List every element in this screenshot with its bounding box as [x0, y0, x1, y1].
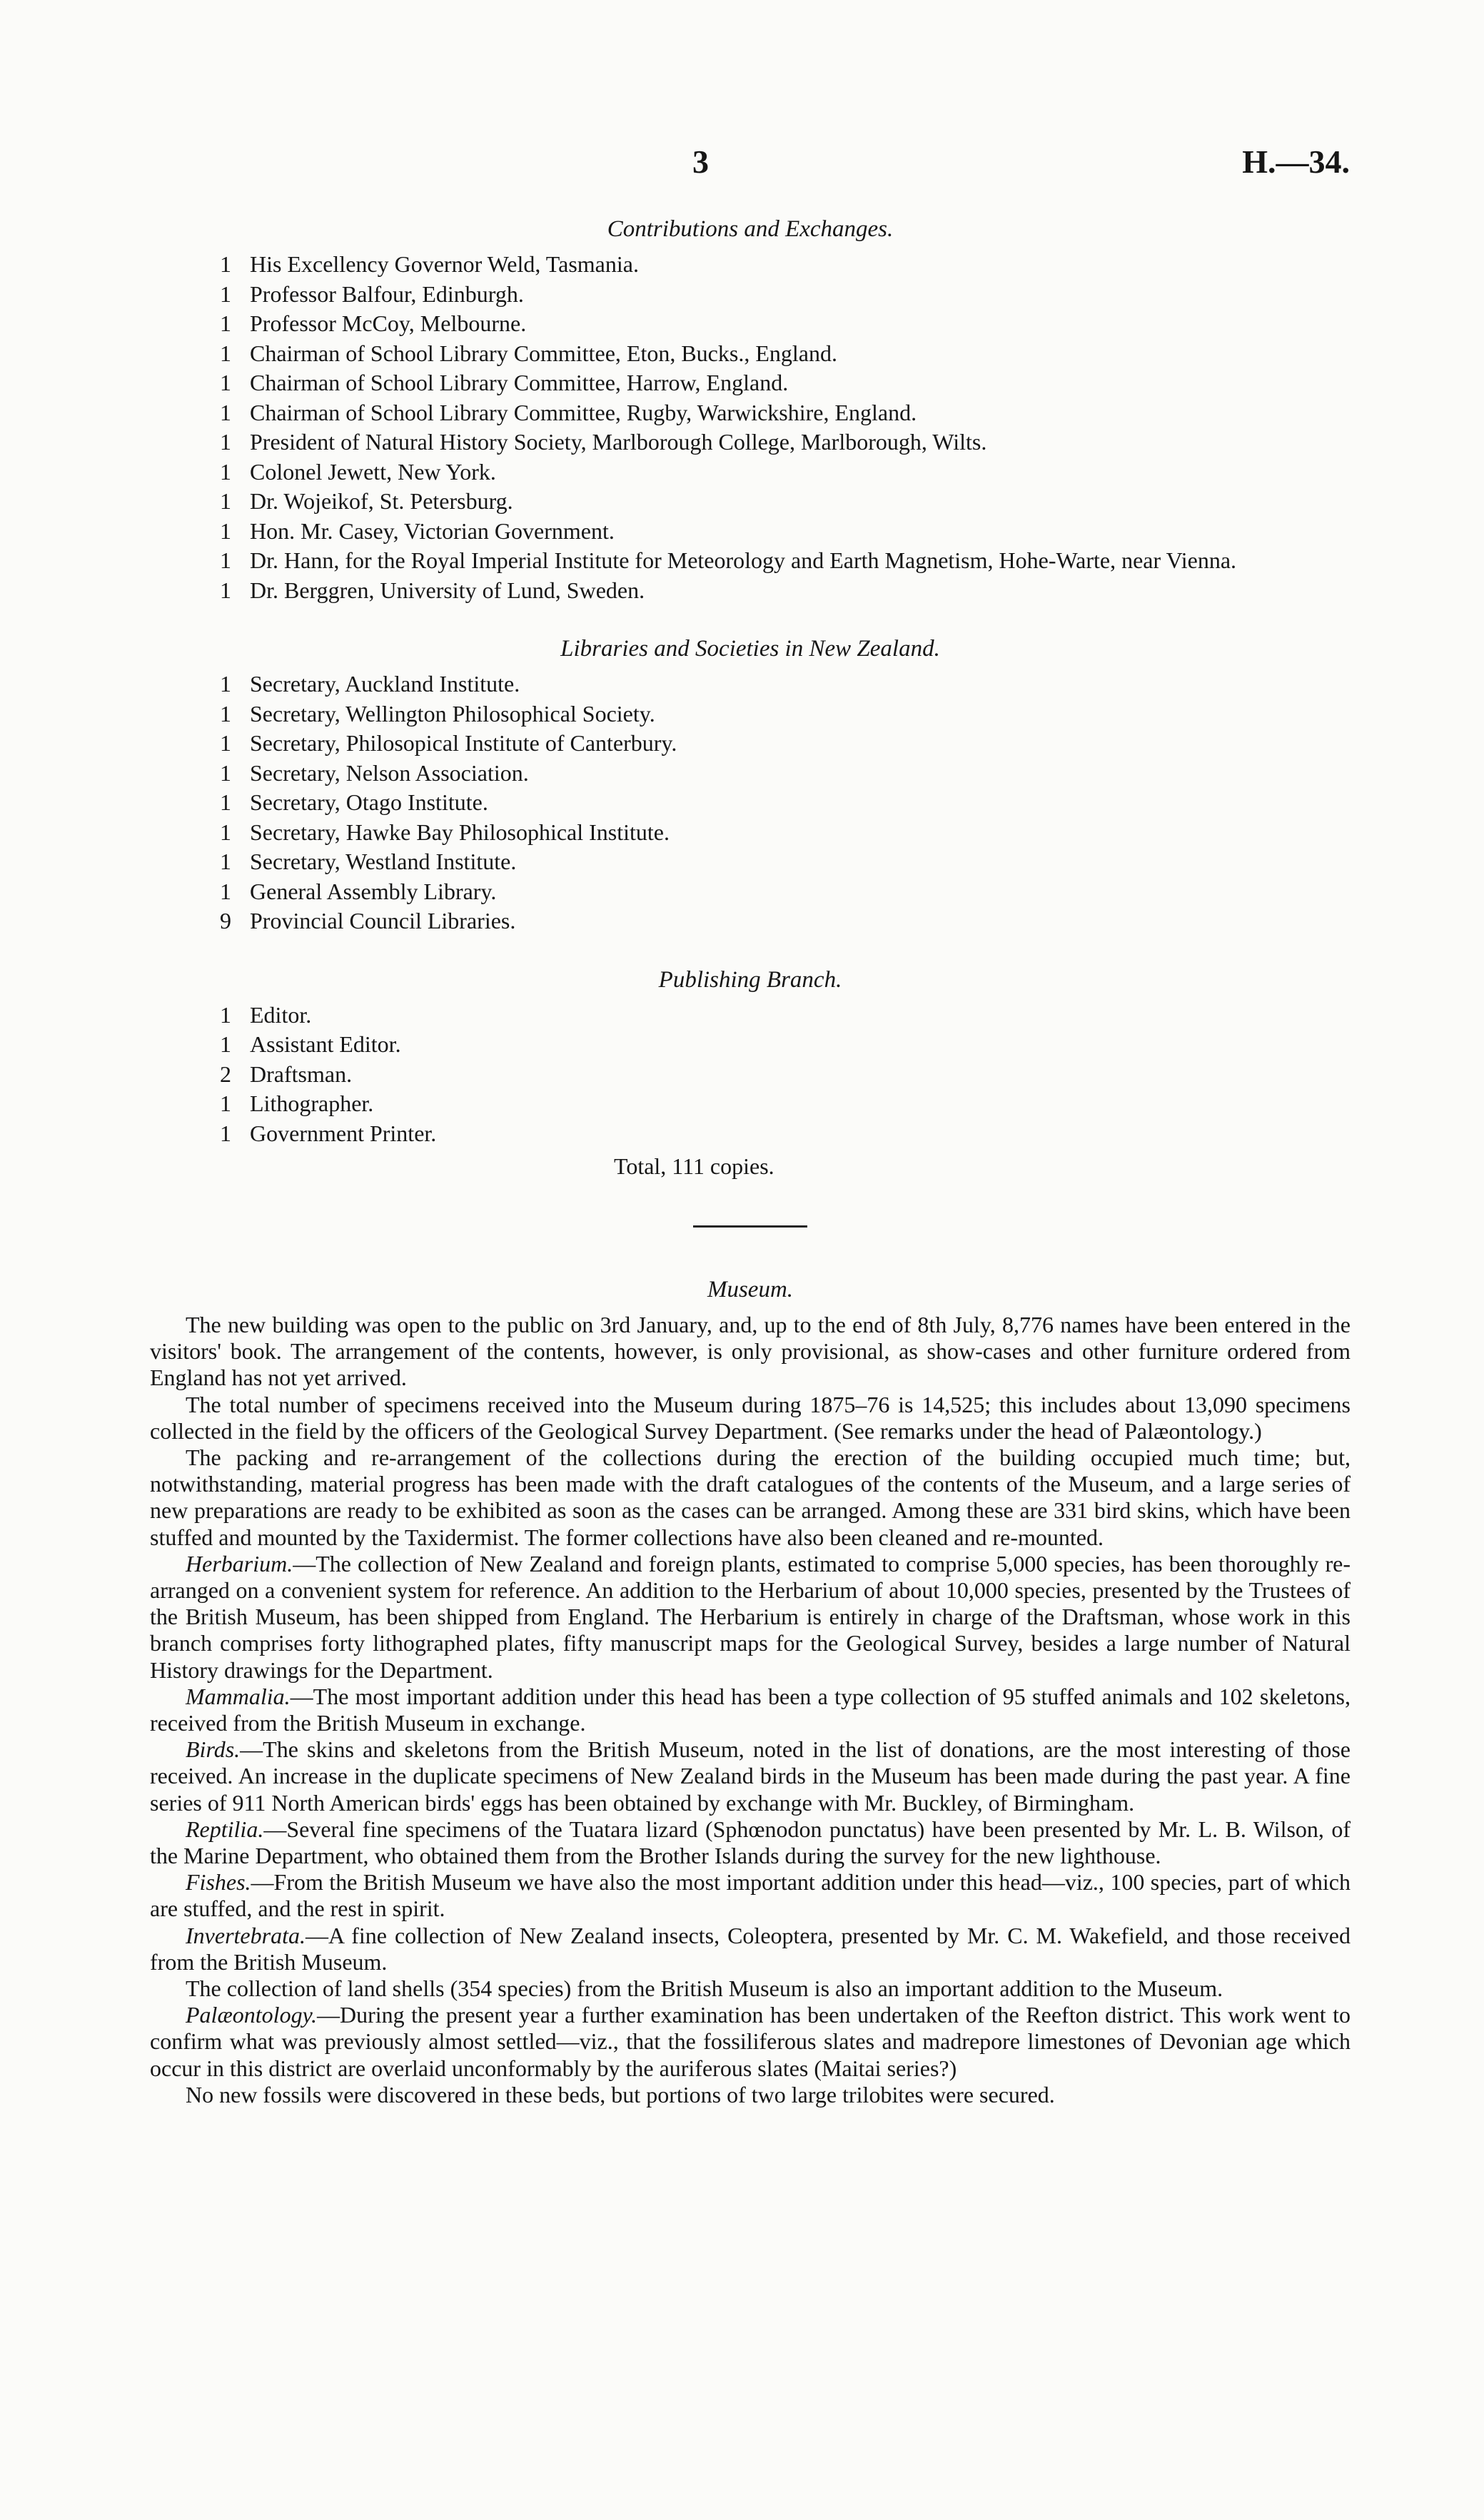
list-item	[220, 398, 1351, 428]
item-text: Secretary, Westland Institute.	[250, 849, 517, 874]
list-item	[220, 1001, 1351, 1031]
list-item	[220, 699, 1351, 729]
museum-body	[150, 1312, 1351, 2108]
paragraph-lead: Herbarium.	[186, 1550, 293, 1577]
total-copies: Total, 111 copies.	[614, 1153, 774, 1179]
paragraph-lead: Birds.	[186, 1736, 241, 1763]
item-count: 1	[220, 547, 231, 573]
item-text: Professor McCoy, Melbourne.	[250, 310, 527, 336]
list-item	[220, 368, 1351, 398]
item-count: 1	[220, 878, 231, 904]
item-text: Provincial Council Libraries.	[250, 908, 516, 933]
paragraph-text: —The collection of New Zealand and foreign plants, estimated to comprise 5,000 species, has been thoroughly re-arranged on a convenient system for reference. An addition to the Herbarium of about 10,000 species, presented by the Trustees of the British Museum, has been shipped from England. The Herbarium is entirely in charge of the Draftsman, whose work in this branch comprises forty lithographed plates, fifty manuscript maps for the Geological Survey, besides a large number of Natural History drawings for the Department.	[150, 1550, 1351, 1683]
paragraph-text: —The skins and skeletons from the British Museum, noted in the list of donations, are the most interesting of those received. An increase in the duplicate specimens of New Zealand birds in the Museum has been made during the past year. A fine series of 911 North American birds' eggs has been obtained by exchange with Mr. Buckley, of Birmingham.	[150, 1736, 1351, 1816]
list-item	[220, 759, 1351, 789]
item-count: 9	[220, 908, 231, 933]
list-item	[220, 1030, 1351, 1060]
list-item	[220, 339, 1351, 369]
item-text: Chairman of School Library Committee, Rugby, Warwickshire, England.	[250, 399, 917, 425]
list-item	[220, 457, 1351, 487]
item-text: Assistant Editor.	[250, 1031, 401, 1057]
item-count: 1	[220, 1091, 231, 1116]
list-item	[220, 1060, 1351, 1090]
item-text: Editor.	[250, 1001, 312, 1028]
item-count: 1	[220, 819, 231, 845]
item-text: Secretary, Auckland Institute.	[250, 671, 520, 697]
list-item	[220, 669, 1351, 699]
museum-paragraph	[150, 1975, 1351, 2002]
list-item	[220, 1119, 1351, 1149]
paragraph-lead: Palæontology.	[186, 2002, 317, 2028]
museum-paragraph	[150, 1923, 1351, 1975]
museum-paragraph	[150, 1736, 1351, 1816]
item-text: Dr. Hann, for the Royal Imperial Institute for Meteorology and Earth Magnetism, Hohe-Warte, near Vienna.	[250, 547, 1237, 573]
paragraph-lead: Mammalia.	[186, 1683, 291, 1709]
item-text: His Excellency Governor Weld, Tasmania.	[250, 251, 639, 277]
paragraph-text: —The most important addition under this head has been a type collection of 95 stuffed animals and 102 skeletons, received from the British Museum in exchange.	[150, 1683, 1351, 1736]
item-text: Secretary, Otago Institute.	[250, 789, 488, 815]
list-item	[220, 250, 1351, 280]
list-item	[220, 517, 1351, 547]
list-item	[220, 546, 1351, 576]
item-text: Secretary, Philosopical Institute of Canterbury.	[250, 730, 677, 756]
publishing-title: Publishing Branch.	[658, 966, 842, 993]
item-text: Dr. Wojeikof, St. Petersburg.	[250, 488, 513, 514]
item-count: 2	[220, 1061, 231, 1087]
libraries-title: Libraries and Societies in New Zealand.	[560, 636, 940, 662]
item-text: Dr. Berggren, University of Lund, Sweden.	[250, 577, 645, 603]
paragraph-text: —Several fine specimens of the Tuatara lizard (Sphœnodon punctatus) have been presented by Mr. L. B. Wilson, of the Marine Department, who obtained them from the Brother Islands during the survey for the new lighthouse.	[150, 1816, 1351, 1869]
item-text: Chairman of School Library Committee, Harrow, England.	[250, 370, 789, 395]
item-text: Hon. Mr. Casey, Victorian Government.	[250, 517, 615, 544]
page-content	[150, 214, 1351, 2108]
item-count: 1	[220, 1001, 231, 1028]
museum-paragraph	[150, 1392, 1351, 1444]
paragraph-text: —During the present year a further examination has been undertaken of the Reefton district. This work went to confirm what was previously almost settled—viz., that the fossiliferous slates and madrepore limestones of Devonian age which occur in this district are overlaid unconformably by the auriferous slates (Maitai series?)	[150, 2002, 1351, 2081]
list-item	[220, 729, 1351, 759]
list-item	[220, 818, 1351, 848]
item-count: 1	[220, 1120, 231, 1146]
paragraph-text: No new fossils were discovered in these beds, but portions of two large trilobites were secured.	[186, 2081, 1055, 2107]
paragraph-text: —From the British Museum we have also the most important addition under this head—viz., 100 species, part of which are stuffed, and the rest in spirit.	[150, 1869, 1351, 1922]
list-item	[220, 877, 1351, 907]
item-text: Chairman of School Library Committee, Eton, Bucks., England.	[250, 340, 837, 366]
paragraph-text: The collection of land shells (354 species) from the British Museum is also an important addition to the Museum.	[186, 1975, 1223, 2002]
list-item	[220, 788, 1351, 818]
item-text: Colonel Jewett, New York.	[250, 458, 496, 485]
item-text: Draftsman.	[250, 1061, 353, 1087]
item-text: Lithographer.	[250, 1091, 374, 1116]
paragraph-text: The new building was open to the public on 3rd January, and, up to the end of 8th July, 8,776 names have been entered in the visitors' book. The arrangement of the contents, however, is only provisional, as show-cases and other furniture ordered from England has not yet arrived.	[150, 1312, 1351, 1391]
item-count: 1	[220, 458, 231, 485]
museum-paragraph	[150, 1444, 1351, 1551]
item-text: Secretary, Wellington Philosophical Society.	[250, 700, 655, 727]
museum-paragraph	[150, 2002, 1351, 2082]
section-divider	[693, 1225, 807, 1228]
paragraph-lead: Reptilia.	[186, 1816, 264, 1842]
item-count: 1	[220, 488, 231, 514]
list-item	[220, 847, 1351, 877]
museum-paragraph	[150, 1869, 1351, 1922]
item-text: Secretary, Nelson Association.	[250, 759, 529, 786]
item-count: 1	[220, 759, 231, 786]
item-count: 1	[220, 340, 231, 366]
item-count: 1	[220, 280, 231, 307]
museum-title: Museum.	[707, 1277, 794, 1302]
item-count: 1	[220, 671, 231, 697]
item-count: 1	[220, 730, 231, 756]
item-count: 1	[220, 577, 231, 603]
paragraph-text: —A fine collection of New Zealand insects, Coleoptera, presented by Mr. C. M. Wakefield, and those received from the British Museum.	[150, 1922, 1351, 1975]
list-item	[220, 906, 1351, 936]
list-item	[220, 280, 1351, 310]
item-count: 1	[220, 849, 231, 874]
page-number: 3	[692, 143, 709, 180]
contributions-list	[220, 250, 1351, 605]
contributions-title: Contributions and Exchanges.	[607, 216, 894, 242]
item-count: 1	[220, 399, 231, 425]
item-text: General Assembly Library.	[250, 878, 497, 904]
list-item	[220, 576, 1351, 606]
list-item	[220, 427, 1351, 457]
museum-paragraph	[150, 1312, 1351, 1392]
item-count: 1	[220, 1031, 231, 1057]
list-item	[220, 309, 1351, 339]
publishing-list	[220, 1001, 1351, 1149]
item-text: President of Natural History Society, Marlborough College, Marlborough, Wilts.	[250, 429, 987, 455]
museum-paragraph	[150, 1684, 1351, 1736]
item-count: 1	[220, 310, 231, 336]
page-header	[0, 143, 1484, 186]
item-count: 1	[220, 517, 231, 544]
paragraph-text: The total number of specimens received into the Museum during 1875–76 is 14,525; this includes about 13,090 specimens collected in the field by the officers of the Geological Survey Department. (See remarks under the head of Palæontology.)	[150, 1391, 1351, 1444]
libraries-list	[220, 669, 1351, 936]
museum-paragraph	[150, 1551, 1351, 1684]
item-text: Professor Balfour, Edinburgh.	[250, 280, 524, 307]
item-text: Secretary, Hawke Bay Philosophical Institute.	[250, 819, 670, 845]
item-count: 1	[220, 370, 231, 395]
museum-paragraph	[150, 1816, 1351, 1869]
paragraph-lead: Fishes.	[186, 1869, 251, 1896]
museum-paragraph	[150, 2082, 1351, 2108]
item-text: Government Printer.	[250, 1120, 437, 1146]
item-count: 1	[220, 700, 231, 727]
item-count: 1	[220, 789, 231, 815]
paragraph-lead: Invertebrata.	[186, 1922, 306, 1948]
item-count: 1	[220, 251, 231, 277]
item-count: 1	[220, 429, 231, 455]
list-item	[220, 1089, 1351, 1119]
paragraph-text: The packing and re-arrangement of the collections during the erection of the building occupied much time; but, notwithstanding, material progress has been made with the draft catalogues of the contents of the Museum, and a large series of new preparations are ready to be exhibited as soon as the cases can be arranged. Among these are 331 bird skins, which have been stuffed and mounted by the Taxidermist. The former collections have also been cleaned and re-mounted.	[150, 1444, 1351, 1550]
list-item	[220, 487, 1351, 517]
document-id: H.—34.	[1242, 143, 1350, 180]
